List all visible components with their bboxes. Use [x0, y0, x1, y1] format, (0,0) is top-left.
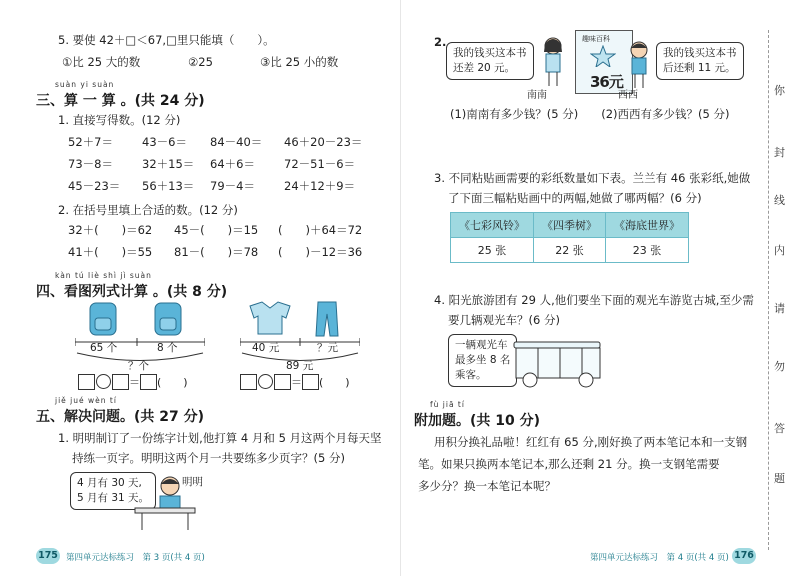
- fill-item: 32＋( )＝62: [68, 223, 153, 237]
- extra-pinyin: fù jiā tí: [430, 400, 465, 409]
- option-1: ①比 25 大的数: [62, 55, 141, 69]
- q2-subquestions: (1)南南有多少钱？(5 分) (2)西西有多少钱？(5 分): [450, 107, 730, 121]
- paper-table: [450, 212, 689, 263]
- star-icon: [590, 45, 616, 67]
- name-xixi: 西西: [618, 90, 638, 101]
- fig1-total: ？个: [128, 360, 149, 372]
- binding-char: 答: [774, 422, 785, 435]
- sec3-q2-title: 2. 在括号里填上合适的数。(12 分): [58, 203, 238, 217]
- fill-item: 41＋( )＝55: [68, 245, 153, 259]
- girl-icon: [538, 34, 568, 89]
- sightseeing-car-illustration: [508, 334, 608, 398]
- fig1-label-a: 65 个: [90, 342, 118, 354]
- section5-title: 五、解决问题。(共 27 分): [36, 409, 205, 425]
- speech-bubble-left: [446, 42, 534, 80]
- fig2-label-a: 40 元: [252, 342, 280, 354]
- fig2-total: 89 元: [286, 360, 314, 372]
- speech-bubble-right: [656, 42, 744, 80]
- operator-circle[interactable]: [96, 374, 111, 389]
- calc-item: 56＋13＝: [142, 179, 195, 193]
- question-5: 5. 要使 42＋□＜67,□里只能填（ ）。: [58, 33, 275, 47]
- fig1-label-b: 8 个: [157, 342, 178, 354]
- sec3-q1-title: 1. 直接写得数。(12 分): [58, 113, 181, 127]
- binding-char: 题: [774, 472, 785, 485]
- section5-pinyin: jiě jué wèn tí: [55, 396, 117, 405]
- q4-line1: 4. 阳光旅游团有 29 人,他们要坐下面的观光车游览古城,至少需: [434, 293, 754, 307]
- bubble-line: 后还剩 11 元。: [663, 62, 736, 74]
- calc-item: 52＋7＝: [68, 135, 113, 149]
- q2-number: 2.: [434, 35, 447, 49]
- answer-box[interactable]: [274, 374, 291, 390]
- option-3: ③比 25 小的数: [260, 55, 339, 69]
- bubble-line: 我的钱买这本书: [663, 47, 737, 59]
- footer-left: 第四单元达标练习 第 3 页(共 4 页): [66, 553, 205, 563]
- answer-box[interactable]: [112, 374, 129, 390]
- fill-item: 81－( )＝78: [174, 245, 259, 259]
- fig2-label-b: ？元: [317, 342, 338, 354]
- fill-item: 45－( )＝15: [174, 223, 259, 237]
- book-price: 36元: [590, 73, 623, 91]
- answer-box[interactable]: [302, 374, 319, 390]
- section3-pinyin: suàn yi suàn: [55, 80, 115, 89]
- calc-item: 43－6＝: [142, 135, 187, 149]
- footer-right: 第四单元达标练习 第 4 页(共 4 页): [590, 553, 729, 563]
- extra-line3: 多少分？换一本笔记本呢？: [418, 479, 556, 493]
- table-header: 《海底世界》: [606, 213, 689, 238]
- bubble-line: 5 月有 31 天。: [77, 492, 150, 504]
- boy-icon: [624, 38, 654, 93]
- answer-frame-1[interactable]: ＝ ( ): [78, 371, 188, 390]
- table-header: 《七彩风铃》: [451, 213, 534, 238]
- answer-frame-2[interactable]: ＝ ( ): [240, 371, 350, 390]
- page-number-left: 175: [36, 548, 60, 564]
- table-cell: 22 张: [534, 238, 606, 263]
- section3-title: 三、算 一 算 。(共 24 分): [36, 93, 205, 109]
- calc-item: 79－4＝: [210, 179, 255, 193]
- student-name: 明明: [182, 476, 203, 488]
- name-nannan: 南南: [527, 90, 547, 101]
- option-2: ②25: [188, 55, 213, 69]
- answer-box[interactable]: [240, 374, 257, 390]
- q4-line2: 要几辆观光车？(6 分): [448, 313, 560, 327]
- page-gutter: [400, 0, 401, 576]
- binding-char: 线: [774, 194, 785, 207]
- binding-char: 封: [774, 146, 785, 159]
- table-header: 《四季树》: [534, 213, 606, 238]
- bubble-line: 乘客。: [455, 369, 487, 381]
- bubble-line: 一辆观光车: [455, 339, 508, 351]
- calc-item: 24＋12＋9＝: [284, 179, 356, 193]
- page-number-right: 176: [732, 548, 756, 564]
- girl-illustration: [538, 34, 568, 93]
- operator-circle[interactable]: [258, 374, 273, 389]
- calc-item: 64＋6＝: [210, 157, 255, 171]
- calc-item: 84－40＝: [210, 135, 263, 149]
- calc-item: 32＋15＝: [142, 157, 195, 171]
- bubble-line: 最多坐 8 名: [455, 354, 511, 366]
- fill-item: ( )－12＝36: [278, 245, 363, 259]
- table-cell: 23 张: [606, 238, 689, 263]
- extra-title: 附加题。(共 10 分): [414, 413, 541, 429]
- sec5-q1-line1: 1. 明明制订了一份练字计划,他打算 4 月和 5 月这两个月每天坚: [58, 431, 382, 445]
- q3-line1: 3. 不同粘贴画需要的彩纸数量如下表。兰兰有 46 张彩纸,她做: [434, 171, 751, 185]
- sec5-q1-line2: 持练一页字。明明这两个月一共要练多少页字？(5 分): [72, 451, 345, 465]
- answer-box[interactable]: [140, 374, 157, 390]
- table-cell: 25 张: [451, 238, 534, 263]
- binding-char: 你: [774, 84, 785, 97]
- calc-item: 46＋20－23＝: [284, 135, 363, 149]
- calc-item: 45－23＝: [68, 179, 121, 193]
- calc-item: 72－51－6＝: [284, 157, 356, 171]
- binding-line: [768, 30, 769, 550]
- section4-title: 四、看图列式计算 。(共 8 分): [36, 284, 228, 300]
- section4-pinyin: kàn tú liè shì jì suàn: [55, 271, 152, 280]
- answer-box[interactable]: [78, 374, 95, 390]
- binding-char: 请: [774, 302, 785, 315]
- speech-bubble-bus: [448, 334, 517, 387]
- binding-char: 勿: [774, 360, 785, 373]
- book-title: 趣味百科: [582, 35, 610, 43]
- calc-item: 73－8＝: [68, 157, 113, 171]
- q3-line2: 了下面三幅粘贴画中的两幅,她做了哪两幅？(6 分): [448, 191, 702, 205]
- extra-line2: 笔。如果只换两本笔记本,那么还剩 21 分。换一支钢笔需要: [418, 457, 720, 471]
- bubble-line: 我的钱买这本书: [453, 47, 527, 59]
- binding-char: 内: [774, 244, 785, 257]
- fill-item: ( )＋64＝72: [278, 223, 363, 237]
- bubble-line: 还差 20 元。: [453, 62, 516, 74]
- extra-line1: 用积分换礼品啦！红红有 65 分,刚好换了两本笔记本和一支钢: [434, 435, 748, 449]
- bubble-line: 4 月有 30 天,: [77, 477, 142, 489]
- sightseeing-car-icon: [508, 334, 608, 394]
